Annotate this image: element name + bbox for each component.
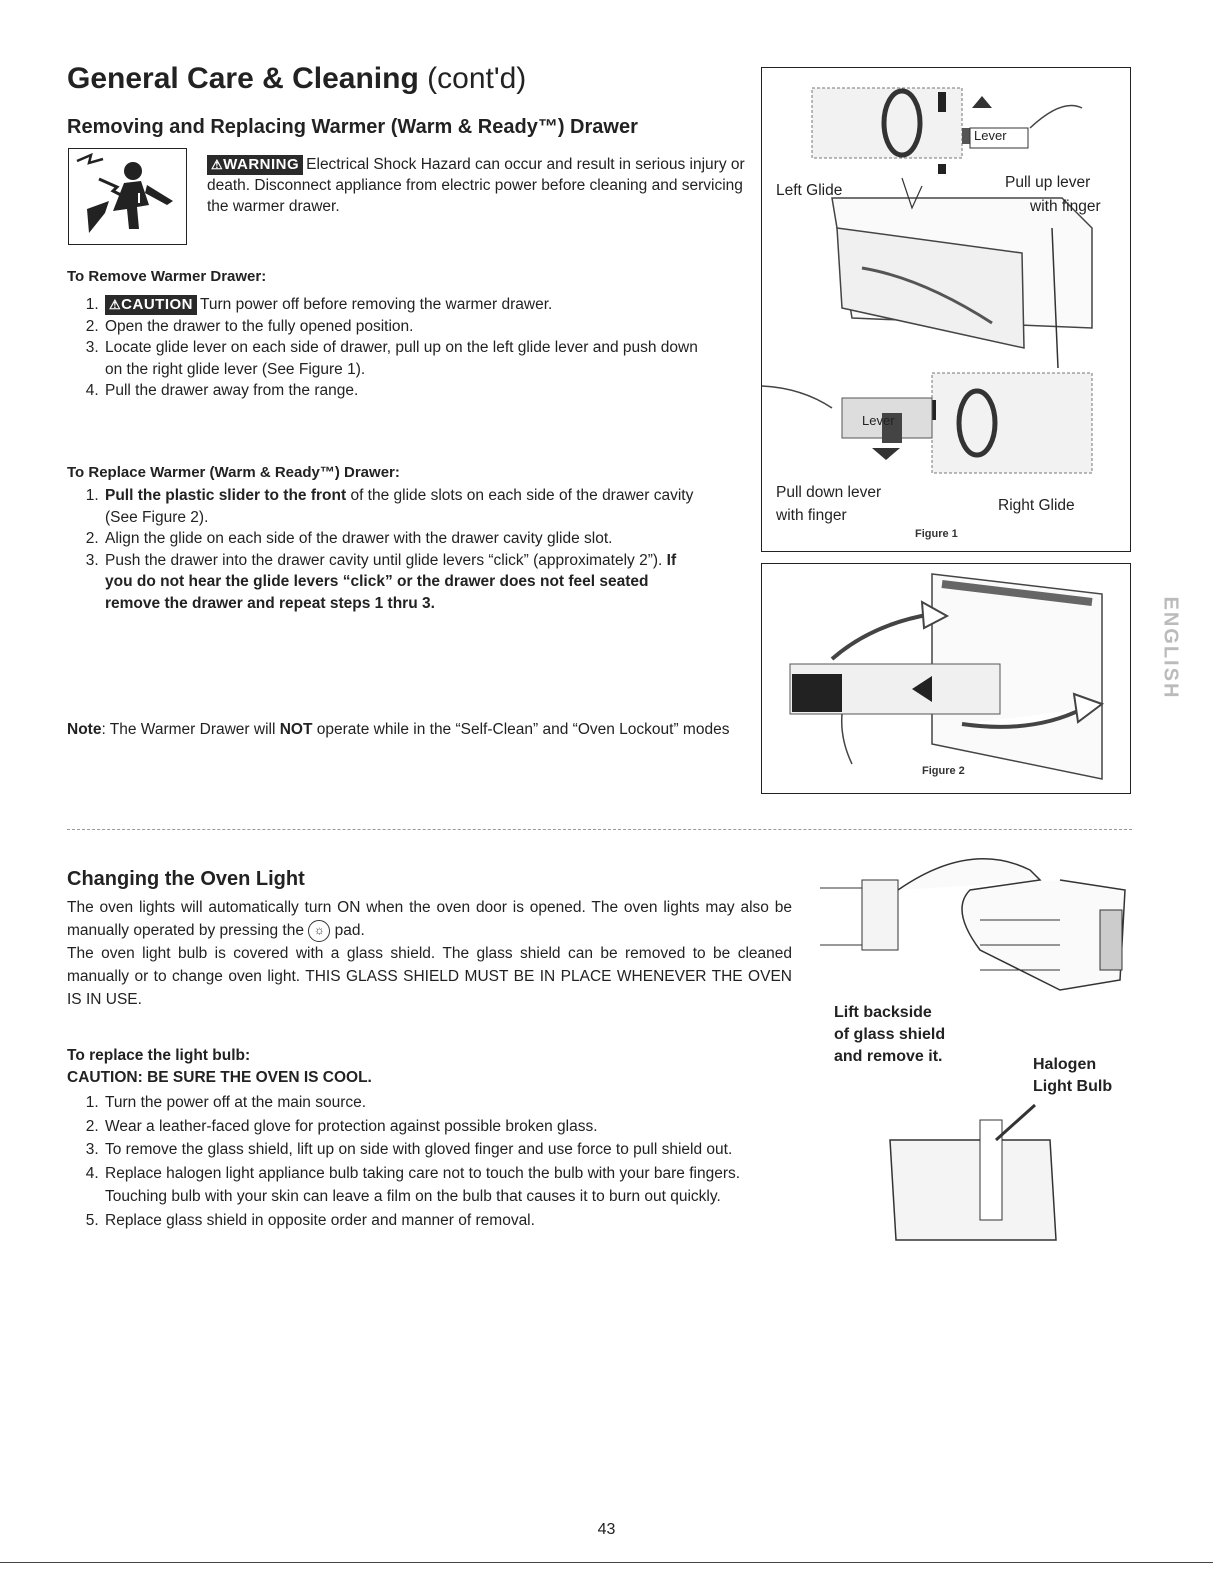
bottom-rule [0,1562,1213,1563]
list-item: 1. Pull the plastic slider to the front of the glide slots on each side of the drawer cavity (See Figure 2). [103,485,707,528]
replace-subheading: To Replace Warmer (Warm & Ready™) Drawer: [67,464,400,481]
bulb-steps [67,1091,797,1232]
page-number: 43 [597,1521,616,1538]
section-heading-oven-light: Changing the Oven Light [67,868,305,890]
warning-triangle-icon: ⚠ [109,297,122,312]
warning-text: Electrical Shock Hazard can occur and result in serious injury or death. Disconnect appliance from electric power before cleaning and servicing the warmer drawer. [207,156,745,215]
caution-badge: ⚠CAUTION [105,295,197,315]
oven-light-paragraph-1: The oven lights will automatically turn ON when the oven door is opened. The oven lights may also be manually operated by pressing the ☼ pad. [67,896,792,942]
list-item: 5. Replace glass shield in opposite order and manner of removal. [103,1209,797,1233]
pull-up-label-line1: Pull up lever [1005,174,1091,191]
warning-message [207,154,752,217]
lever-label-bottom: Lever [862,413,895,428]
warning-badge: ⚠WARNING [207,155,303,175]
figure-2-caption: Figure 2 [922,765,965,777]
list-item: 1. Turn the power off at the main source. [103,1091,797,1115]
remove-drawer-block [67,268,707,402]
shock-hazard-icon [68,148,187,245]
page-title-contd: (cont'd) [427,62,527,95]
figure-1 [761,67,1131,552]
list-item: 2. Wear a leather-faced glove for protection against possible broken glass. [103,1115,797,1139]
oven-light-paragraph-2: The oven light bulb is covered with a glass shield. The glass shield can be removed to be cleaned manually or to change oven light. THIS GLASS SHIELD MUST BE IN PLACE WHENEVER THE OVEN IS IN USE. [67,945,792,1008]
note: Note: The Warmer Drawer will NOT operate while in the “Self-Clean” and “Oven Lockout” modes [67,721,730,738]
pull-up-label-line2: with finger [1030,198,1101,215]
left-glide-label: Left Glide [776,182,843,199]
lift-label-line3: and remove it. [834,1048,943,1065]
language-side-tab-label: ENGLISH [1159,596,1182,700]
replace-drawer-block [67,464,707,614]
page-title [67,62,526,96]
list-item: 3. Locate glide lever on each side of drawer, pull up on the left glide lever and push down on the right glide lever (See Figure 1). [103,337,707,380]
halogen-label-line2: Light Bulb [1033,1078,1113,1095]
figure-2 [761,563,1131,794]
lift-label-line2: of glass shield [834,1026,946,1043]
light-icon: ☼ [308,920,330,942]
pull-down-label-line1: Pull down lever [776,484,882,501]
remove-subheading: To Remove Warmer Drawer: [67,268,267,285]
bulb-subheadings [67,1045,787,1089]
caution-cool-subheading: CAUTION: BE SURE THE OVEN IS COOL. [67,1069,372,1086]
figure-1-caption: Figure 1 [915,528,958,540]
section-heading-warmer-drawer: Removing and Replacing Warmer (Warm & Ready™) Drawer [67,116,638,138]
oven-light-body [67,896,792,1011]
list-item: 3. To remove the glass shield, lift up on side with gloved finger and use force to pull shield out. [103,1138,797,1162]
list-item: 1. ⚠CAUTION Turn power off before removing the warmer drawer. [103,294,707,316]
oven-light-illustration [820,850,1140,1260]
list-item: 2. Open the drawer to the fully opened position. [103,316,707,338]
page-title-main: General Care & Cleaning [67,62,419,95]
lever-label-top: Lever [974,128,1007,143]
list-item: 4. Pull the drawer away from the range. [103,380,707,402]
list-item: 4. Replace halogen light appliance bulb taking care not to touch the bulb with your bare fingers. Touching bulb with your skin can leave a film on the bulb that causes it to burn out quickly. [103,1162,797,1209]
warning-triangle-icon: ⚠ [211,157,224,172]
list-item: 3. Push the drawer into the drawer cavity until glide levers “click” (approximately 2”). If you do not hear the glide levers “click” or the drawer does not feel seated remove the drawer and repeat steps 1 thru 3. [103,550,707,615]
language-side-tab [1150,590,1190,710]
pull-down-label-line2: with finger [776,507,847,524]
replace-bulb-subheading: To replace the light bulb: [67,1047,251,1064]
list-item: 2. Align the glide on each side of the drawer with the drawer cavity glide slot. [103,528,707,550]
lift-label-line1: Lift backside [834,1004,932,1021]
right-glide-label: Right Glide [998,497,1075,514]
halogen-label-line1: Halogen [1033,1056,1097,1073]
section-divider [67,829,1132,830]
